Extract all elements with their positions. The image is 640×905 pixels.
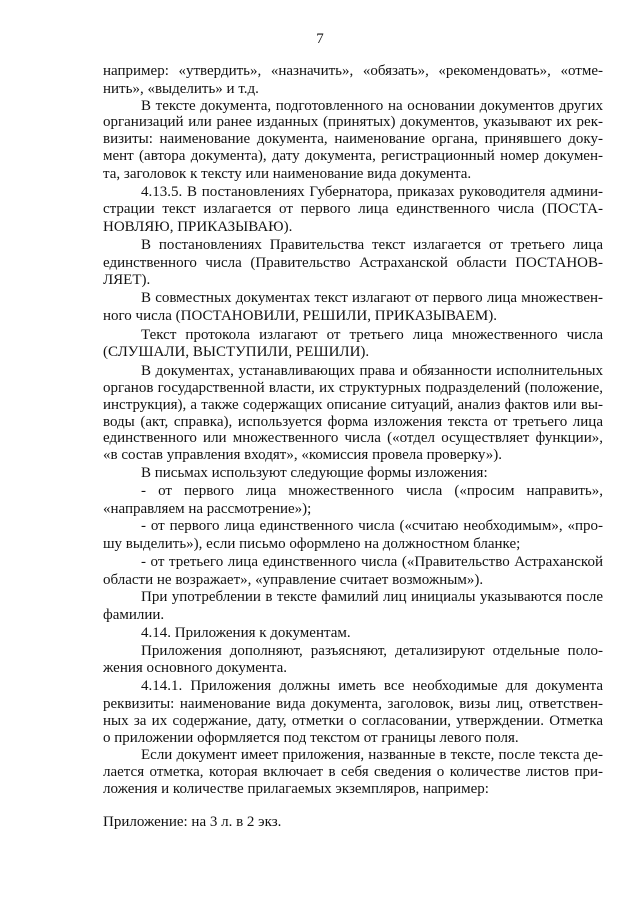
text-line: инструкция), а также содержащих описание ситуаций, анализ фактов или вы- [103,397,603,413]
section-heading: 4.14. Приложения к документам. [141,625,351,641]
text-line: Если документ имеет приложения, названные в тексте, после текста де- [141,747,603,763]
text-line: ЛЯЕТ). [103,272,151,288]
text-line: В тексте документа, подготовленного на основании документов других [141,98,603,114]
text-line: - от первого лица множественного числа («просим направить», [141,483,603,499]
text-line: НОВЛЯЮ, ПРИКАЗЫВАЮ). [103,219,293,235]
page-number: 7 [316,31,324,47]
text-line: фамилии. [103,607,165,623]
text-line: визиты: наименование документа, наименование органа, принявшего доку- [103,131,603,147]
text-line: ных за их содержание, дату, отметки о согласовании, утверждении. Отметка [103,713,603,729]
text-line: страции текст излагается от первого лица единственного числа (ПОСТА- [103,201,603,217]
text-line: единственного или множественного числа («отдел осуществляет функции», [103,430,603,446]
text-line: например: «утвердить», «назначить», «обязать», «рекомендовать», «отме- [103,63,603,79]
text-line: мент (автора документа), дату документа, регистрационный номер докумен- [103,148,603,164]
text-line: ложения и количестве прилагаемых экземпляров, например: [103,781,489,797]
text-line: та, заголовок к тексту или наименование вида документа. [103,166,472,182]
text-line: 4.13.5. В постановлениях Губернатора, приказах руководителя админи- [141,184,603,200]
text-line: «направляем на рассмотрение»); [103,501,312,517]
text-line: единственного числа (Правительство Астраханской области ПОСТАНОВ- [103,255,603,271]
text-line: При употреблении в тексте фамилий лиц инициалы указываются после [141,589,603,605]
text-line: В письмах используют следующие формы изложения: [141,465,488,481]
text-line: области не возражает», «управление считает возможным»). [103,572,484,588]
text-line: «в состав управления входят», «комиссия провела проверку»). [103,447,503,463]
text-line: воды (акт, справка), используется форма изложения текста от третьего лица [103,414,603,430]
text-line: жения основного документа. [103,660,288,676]
attachment-note: Приложение: на 3 л. в 2 экз. [103,814,282,830]
text-line: нить», «выделить» и т.д. [103,81,259,97]
text-line: 4.14.1. Приложения должны иметь все необходимые для документа [141,678,603,694]
text-line: В постановлениях Правительства текст излагается от третьего лица [141,237,603,253]
text-line: В совместных документах текст излагают от первого лица множествен- [141,290,603,306]
text-line: о приложении оформляется под текстом от границы левого поля. [103,730,519,746]
text-line: шу выделить»), если письмо оформлено на должностном бланке; [103,536,521,552]
text-line: лается отметка, которая включает в себя сведения о количестве листов при- [103,764,603,780]
text-line: В документах, устанавливающих права и обязанности исполнительных [141,363,603,379]
text-line: Текст протокола излагают от третьего лица множественного числа [141,327,603,343]
text-line: реквизиты: наименование вида документа, заголовок, визы лиц, ответствен- [103,696,603,712]
text-line: - от третьего лица единственного числа («Правительство Астраханской [141,554,603,570]
text-line: - от первого лица единственного числа («считаю необходимым», «про- [141,518,603,534]
text-line: органов государственной власти, их структурных подразделений (положение, [103,380,603,396]
text-line: Приложения дополняют, разъясняют, детализируют отдельные поло- [141,643,603,659]
text-line: ного числа (ПОСТАНОВИЛИ, РЕШИЛИ, ПРИКАЗЫВАЕМ). [103,308,497,324]
text-line: (СЛУШАЛИ, ВЫСТУПИЛИ, РЕШИЛИ). [103,344,370,360]
text-line: организаций или ранее изданных (принятых) документов, указывают их рек- [103,114,603,130]
